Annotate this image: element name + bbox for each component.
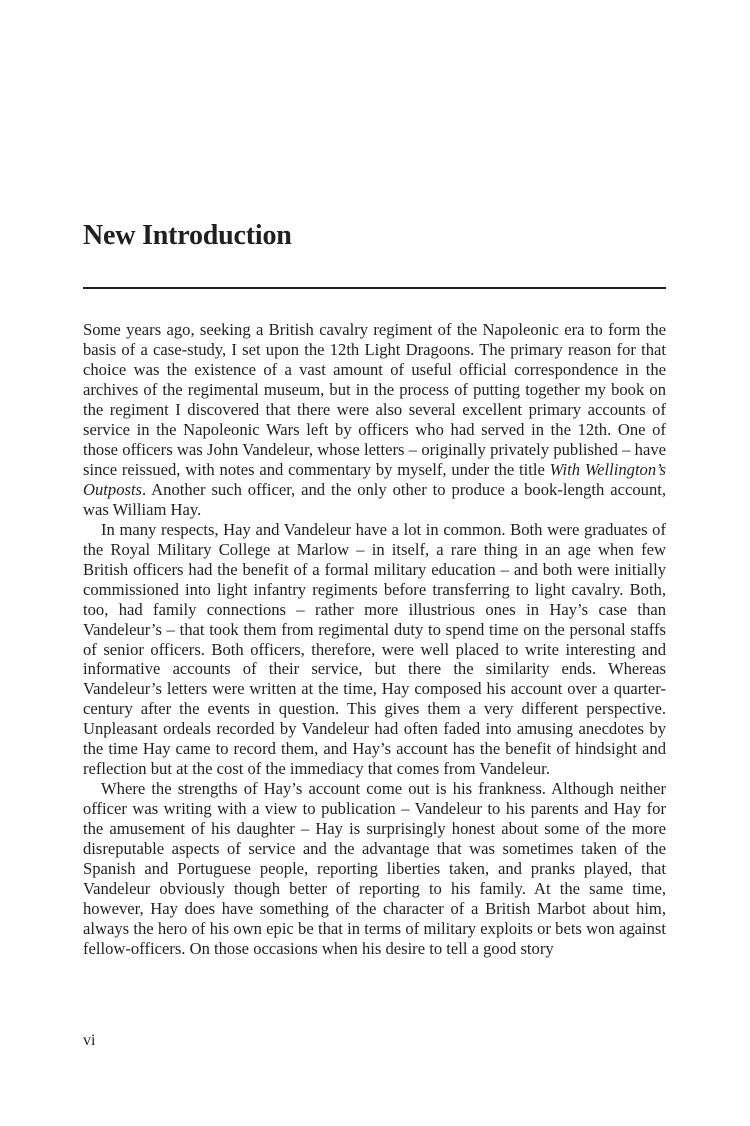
body-text [83,320,666,959]
chapter-heading: New Introduction [83,220,292,251]
page-number: vi [83,1032,96,1049]
paragraph-1 [83,320,666,520]
paragraph-3: Where the strengths of Hay’s account come out is his frankness. Although neither officer was writing with a view to publication – Vandeleur to his parents and Hay for the amusement of his daughter – Hay is surprisingly honest about some of the more disreputable aspects of service and the advantage that was sometimes taken of the Spanish and Portuguese people, reporting liberties taken, and pranks played, that Vandeleur obviously though better of reporting to his family. At the same time, however, Hay does have something of the character of a British Marbot about him, always the hero of his own epic be that in terms of military exploits or bets won against fellow-officers. On those occasions when his desire to tell a good story [83,779,666,959]
paragraph-2: In many respects, Hay and Vandeleur have a lot in common. Both were graduates of the Royal Military College at Marlow – in itself, a rare thing in an age when few British officers had the benefit of a formal military education – and both were initially commissioned into light infantry regiments before transferring to light cavalry. Both, too, had family connections – rather more illustrious ones in Hay’s case than Vandeleur’s – that took them from regimental duty to spend time on the personal staffs of senior officers. Both officers, therefore, were well placed to write interesting and informative accounts of their service, but there the similarity ends. Whereas Vandeleur’s letters were written at the time, Hay composed his account over a quarter-century after the events in question. This gives them a very different perspective. Unpleasant ordeals recorded by Vandeleur had often faded into amusing anecdotes by the time Hay came to record them, and Hay’s account has the benefit of hindsight and reflection but at the cost of the immediacy that comes from Vandeleur. [83,519,666,779]
paragraph-1-text-start: Some years ago, seeking a British cavalry regiment of the Napoleonic era to form the basis of a case-study, I set upon the 12th Light Dragoons. The primary reason for that choice was the existence of a vast amount of useful official correspondence in the archives of the regimental museum, but in the process of putting together my book on the regiment I discovered that there were also several excellent primary accounts of service in the Napoleonic Wars left by officers who had served in the 12th. One of those officers was John Vandeleur, whose letters – originally privately published – have since reissued, with notes and commentary by myself, under the title [83,320,666,479]
paragraph-1-text-end: . Another such officer, and the only other to produce a book-length account, was William Hay. [83,479,666,519]
book-title-italic: With Wellington’s Outposts [83,459,666,499]
heading-rule [83,287,666,289]
